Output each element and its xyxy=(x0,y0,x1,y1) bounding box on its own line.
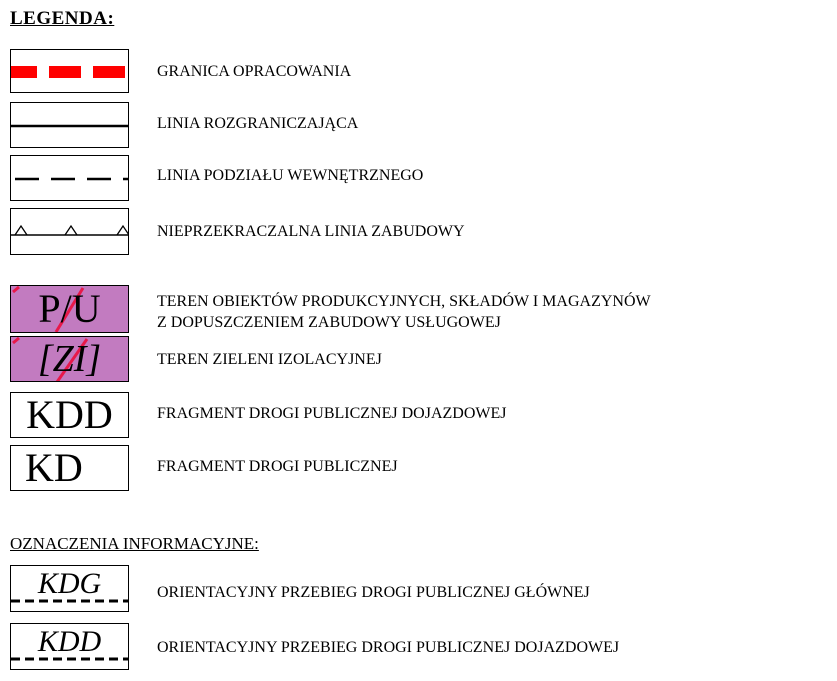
boundary-label: GRANICA OPRACOWANIA xyxy=(157,63,352,80)
pu-zone-symbol xyxy=(10,285,129,333)
kdg-route-symbol xyxy=(10,565,129,612)
kdd-route-code: KDD xyxy=(37,625,102,658)
internal-division-label: LINIA PODZIAŁU WEWNĘTRZNEGO xyxy=(157,167,424,184)
kdd-route-symbol xyxy=(10,623,129,670)
building-line-label: NIEPRZEKRACZALNA LINIA ZABUDOWY xyxy=(157,223,465,240)
kd-road-label: FRAGMENT DROGI PUBLICZNEJ xyxy=(157,458,398,475)
kdg-route-code: KDG xyxy=(37,567,102,600)
pu-zone-label-line1: TEREN OBIEKTÓW PRODUKCYJNYCH, SKŁADÓW I MAGAZYNÓW xyxy=(157,293,651,310)
zi-zone-label: TEREN ZIELENI IZOLACYJNEJ xyxy=(157,351,382,368)
kdd-road-label: FRAGMENT DROGI PUBLICZNEJ DOJAZDOWEJ xyxy=(157,405,507,422)
internal-division-symbol xyxy=(10,155,129,201)
kd-road-symbol xyxy=(10,445,129,491)
kd-road-code: KD xyxy=(25,445,83,490)
kdd-route-label: ORIENTACYJNY PRZEBIEG DROGI PUBLICZNEJ DOJAZDOWEJ xyxy=(157,639,620,656)
zi-zone-code: [ZI] xyxy=(37,338,102,380)
kdd-road-symbol xyxy=(10,392,129,438)
demarcation-line-label: LINIA ROZGRANICZAJĄCA xyxy=(157,115,359,132)
kdd-road-code: KDD xyxy=(26,392,113,437)
info-section-title: OZNACZENIA INFORMACYJNE: xyxy=(10,534,259,553)
zi-zone-symbol xyxy=(10,336,129,382)
boundary-symbol xyxy=(10,49,129,93)
building-line-symbol xyxy=(10,208,129,255)
pu-zone-code: P/U xyxy=(38,286,101,331)
legend-title: LEGENDA: xyxy=(10,8,115,29)
demarcation-line-symbol xyxy=(10,102,129,148)
kdg-route-label: ORIENTACYJNY PRZEBIEG DROGI PUBLICZNEJ GŁÓWNEJ xyxy=(157,584,590,601)
pu-zone-label-line2: Z DOPUSZCZENIEM ZABUDOWY USŁUGOWEJ xyxy=(157,314,501,331)
